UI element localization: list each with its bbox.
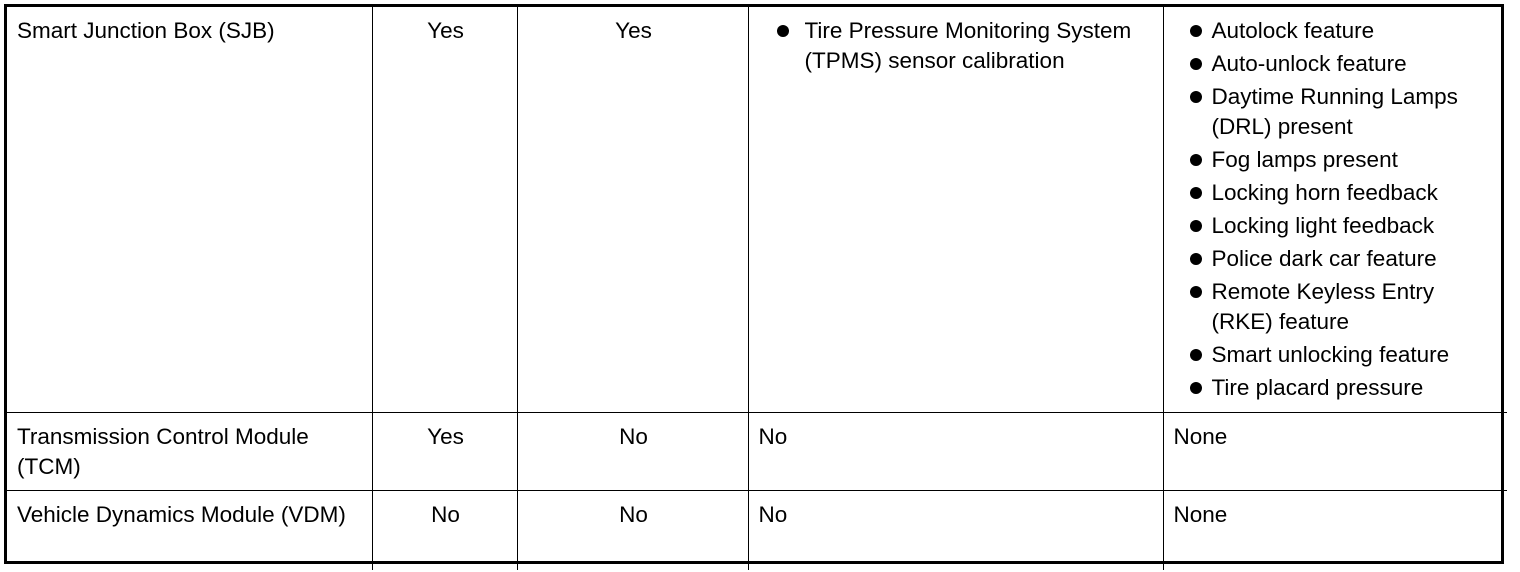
list-item bbox=[1174, 82, 1500, 142]
col5-value: None bbox=[1173, 424, 1228, 449]
list-item-text: Remote Keyless Entry (RKE) feature bbox=[1211, 279, 1435, 334]
col2-cell bbox=[372, 7, 517, 413]
list-item-text: Locking horn feedback bbox=[1211, 180, 1438, 205]
list-item-text: Auto-unlock feature bbox=[1211, 51, 1407, 76]
col5-value: None bbox=[1173, 502, 1228, 527]
list-item-text: Autolock feature bbox=[1211, 18, 1375, 43]
col3-cell bbox=[517, 491, 748, 570]
module-name: Transmission Control Module (TCM) bbox=[17, 424, 309, 479]
col5-cell bbox=[1163, 7, 1507, 413]
bullet-icon bbox=[1190, 154, 1202, 166]
list-item bbox=[1174, 244, 1500, 274]
bullet-icon bbox=[1190, 286, 1202, 298]
bullet-icon bbox=[1190, 349, 1202, 361]
col4-cell bbox=[748, 413, 1163, 491]
module-table-frame bbox=[4, 4, 1504, 564]
col2-cell bbox=[372, 413, 517, 491]
bullet-icon bbox=[1190, 382, 1202, 394]
list-item-text: Police dark car feature bbox=[1211, 246, 1437, 271]
list-item-text: Locking light feedback bbox=[1211, 213, 1435, 238]
col4-value: No bbox=[758, 502, 788, 527]
col4-cell bbox=[748, 491, 1163, 570]
col3-value: Yes bbox=[615, 18, 652, 43]
list-item bbox=[1174, 211, 1500, 241]
bullet-icon bbox=[1190, 91, 1202, 103]
col5-cell bbox=[1163, 413, 1507, 491]
col5-cell bbox=[1163, 491, 1507, 570]
module-name-cell bbox=[7, 7, 372, 413]
col5-bullet-list bbox=[1174, 16, 1500, 403]
bullet-icon bbox=[1190, 25, 1202, 37]
col3-value: No bbox=[619, 502, 648, 527]
bullet-icon bbox=[1190, 58, 1202, 70]
col2-cell bbox=[372, 491, 517, 570]
list-item-text: Tire placard pressure bbox=[1211, 375, 1424, 400]
module-name: Vehicle Dynamics Module (VDM) bbox=[17, 502, 346, 527]
list-item-text: Smart unlocking feature bbox=[1211, 342, 1450, 367]
list-item bbox=[1174, 277, 1500, 337]
col2-value: Yes bbox=[427, 424, 464, 449]
list-item bbox=[1174, 373, 1500, 403]
col3-cell bbox=[517, 413, 748, 491]
col4-value: No bbox=[758, 424, 788, 449]
list-item bbox=[1174, 49, 1500, 79]
module-table bbox=[7, 7, 1507, 570]
list-item bbox=[1174, 340, 1500, 370]
module-name: Smart Junction Box (SJB) bbox=[17, 18, 275, 43]
col3-cell bbox=[517, 7, 748, 413]
list-item bbox=[759, 16, 1155, 76]
list-item bbox=[1174, 178, 1500, 208]
bullet-icon bbox=[777, 25, 789, 37]
table-row-sjb bbox=[7, 7, 1507, 413]
list-item-text: Tire Pressure Monitoring System (TPMS) sensor calibration bbox=[804, 18, 1132, 73]
col2-value: No bbox=[431, 502, 460, 527]
bullet-icon bbox=[1190, 220, 1202, 232]
module-name-cell bbox=[7, 413, 372, 491]
bullet-icon bbox=[1190, 253, 1202, 265]
table-row-tcm bbox=[7, 413, 1507, 491]
module-name-cell bbox=[7, 491, 372, 570]
col4-cell bbox=[748, 7, 1163, 413]
col2-value: Yes bbox=[427, 18, 464, 43]
list-item-text: Fog lamps present bbox=[1211, 147, 1398, 172]
col3-value: No bbox=[619, 424, 648, 449]
list-item bbox=[1174, 145, 1500, 175]
list-item bbox=[1174, 16, 1500, 46]
list-item-text: Daytime Running Lamps (DRL) present bbox=[1211, 84, 1458, 139]
col4-bullet-list bbox=[759, 16, 1155, 76]
table-row-vdm bbox=[7, 491, 1507, 570]
bullet-icon bbox=[1190, 187, 1202, 199]
